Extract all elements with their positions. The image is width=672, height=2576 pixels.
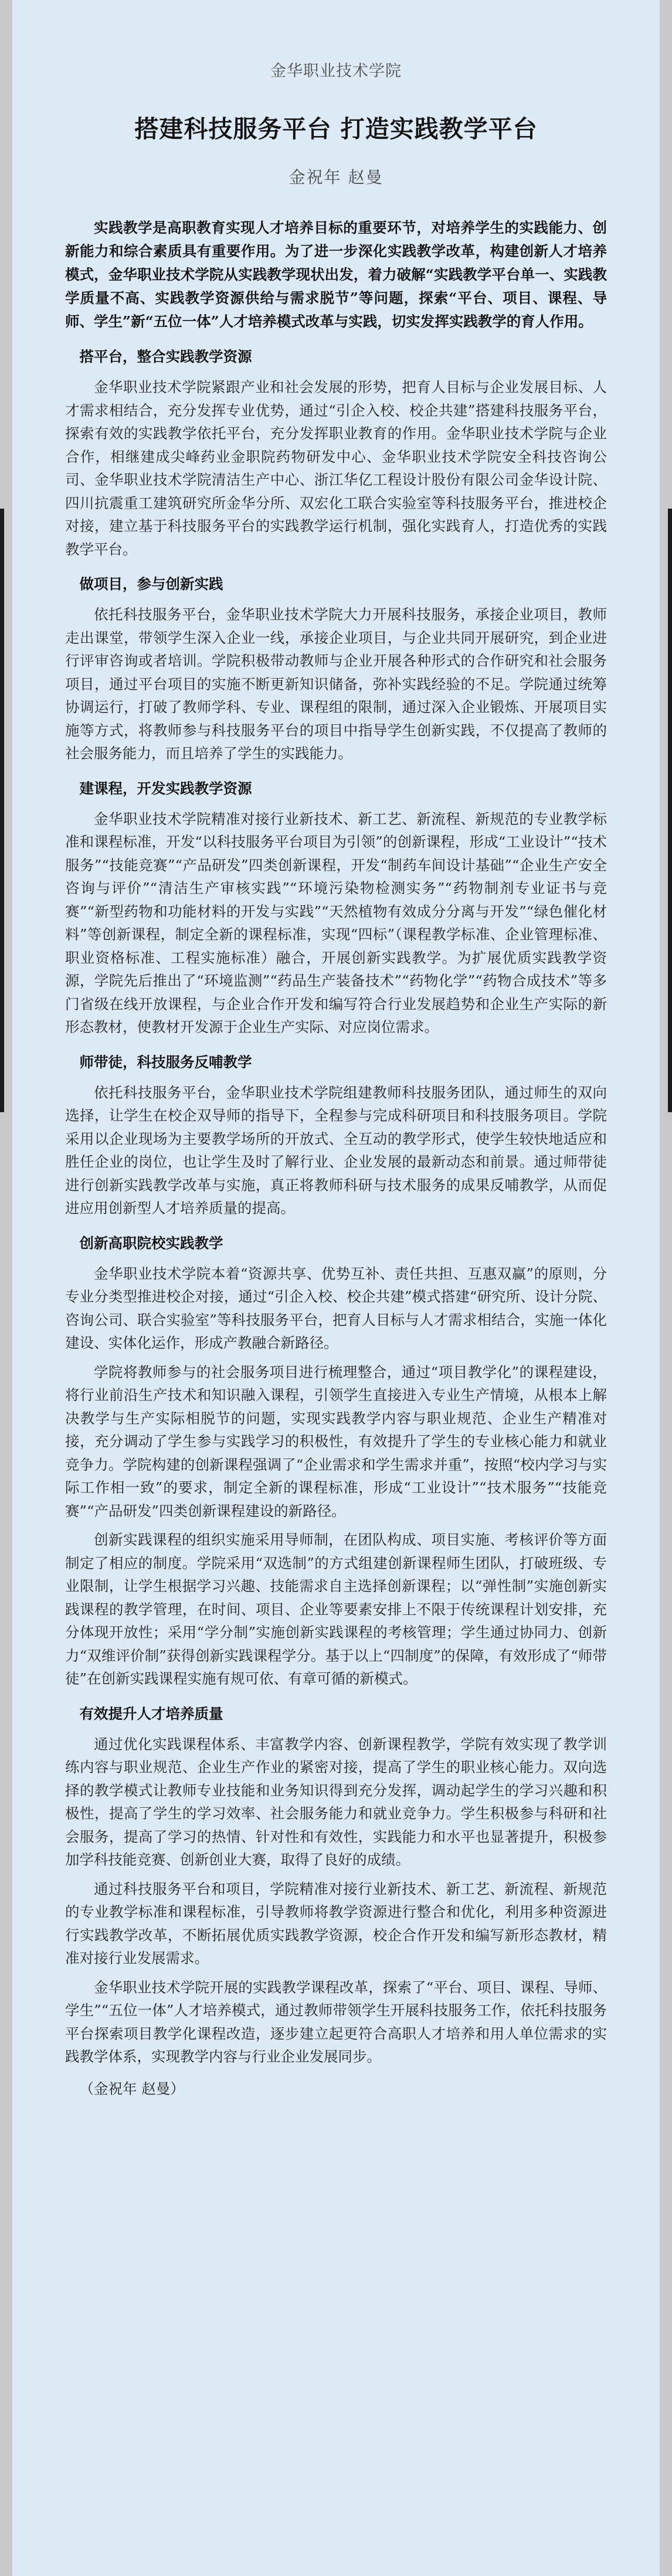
article-title: 搭建科技服务平台 打造实践教学平台 [134, 115, 538, 143]
section-heading: 做项目，参与创新实践 [79, 575, 223, 592]
section-paragraph: 通过科技服务平台和项目，学院精准对接行业新技术、新工艺、新流程、新规范的专业教学标准和课程标准，引导教师将教学资源进行整合和优化，利用多种资源进行实践教学改革，不断拓展优质实践教学资源，校企合作开发和编写新形态教材，精准对接行业发展需求。 [65, 1880, 607, 1967]
section-platform [65, 345, 607, 561]
section-quality [65, 1702, 607, 2069]
article-signature: （金祝年 赵曼） [79, 2080, 185, 2097]
section-paragraph: 金华职业技术学院开展的实践教学课程改革，探索了“平台、项目、课程、导师、学生”“五位一体”人才培养模式，通过教师带领学生开展科技服务工作，依托科技服务平台探索项目教学化课程改造，逐步建立起更符合高职人才培养和用人单位需求的实践教学体系，实现教学内容与行业企业发展同步。 [65, 1978, 607, 2065]
section-heading: 创新高职院校实践教学 [79, 1234, 223, 1252]
section-heading: 建课程，开发实践教学资源 [79, 779, 252, 797]
section-projects [65, 573, 607, 765]
article-page [12, 0, 660, 2576]
section-heading: 师带徒，科技服务反哺教学 [79, 1053, 252, 1071]
section-paragraph: 依托科技服务平台，金华职业技术学院大力开展科技服务，承接企业项目，教师走出课堂，带领学生深入企业一线，承接企业项目，与企业共同开展研究，到企业进行评审咨询或者培训。学院积极带动教师与企业开展各种形式的合作研究和社会服务项目，通过平台项目的实施不断更新知识储备，弥补实践经验的不足。学院通过统筹协调运行，打破了教师学科、专业、课程组的限制，通过深入企业锻炼、开展项目实施等方式，将教师参与科技服务平台的项目中指导学生创新实践，不仅提高了教师的社会服务能力，而且培养了学生的实践能力。 [65, 606, 607, 762]
section-innovation [65, 1232, 607, 1691]
lead-paragraph: 实践教学是高职教育实现人才培养目标的重要环节，对培养学生的实践能力、创新能力和综合素质具有重要作用。为了进一步深化实践教学改革，构建创新人才培养模式，金华职业技术学院从实践教学现状出发，着力破解“实践教学平台单一、实践教学质量不高、实践教学资源供给与需求脱节”等问题，探索“平台、项目、课程、导师、学生”新“五位一体”人才培养模式改革与实践，切实发挥实践教学的育人作用。 [65, 219, 607, 330]
section-paragraph: 金华职业技术学院本着“资源共享、优势互补、责任共担、互惠双赢”的原则，分专业分类型推进校企对接，通过“引企入校、校企共建”模式搭建“研究所、设计分院、咨询公司、联合实验室”等科技服务平台，把育人目标与人才需求相结合，实施一体化建设、实体化运作，形成产教融合新路径。 [65, 1265, 607, 1351]
school-header: 金华职业技术学院 [270, 62, 402, 80]
section-paragraph: 金华职业技术学院紧跟产业和社会发展的形势，把育人目标与企业发展目标、人才需求相结合，充分发挥专业优势，通过“引企入校、校企共建”搭建科技服务平台，探索有效的实践教学依托平台，充分发挥职业教育的作用。金华职业技术学院与企业合作，相继建成尖峰药业金职院药物研发中心、金华职业技术学院安全科技咨询公司、金华职业技术学院清洁生产中心、浙江华亿工程设计股份有限公司金华设计院、四川抗震重工建筑研究所金华分所、双宏化工联合实验室等科技服务平台，推进校企对接，建立基于科技服务平台的实践教学运行机制，强化实践育人，打造优秀的实践教学平台。 [65, 379, 607, 558]
section-heading: 搭平台，整合实践教学资源 [79, 348, 252, 365]
section-paragraph: 通过优化实践课程体系、丰富教学内容、创新课程教学，学院有效实现了教学训练内容与职业规范、企业生产作业的紧密对接，提高了学生的职业核心能力。双向选择的教学模式让教师专业技能和业务知识得到充分发挥，调动起学生的学习兴趣和积极性，提高了学生的学习效率、社会服务能力和就业竞争力。学生积极参与科研和社会服务，提高了学习的热情、针对性和有效性，实践能力和水平也显著提升，积极参加学科技能竞赛、创新创业大赛，取得了良好的成绩。 [65, 1735, 607, 1868]
right-scroll-marker [668, 509, 672, 1112]
section-courses [65, 777, 607, 1039]
section-paragraph: 学院将教师参与的社会服务项目进行梳理整合，通过“项目教学化”的课程建设，将行业前沿生产技术和知识融入课程，引领学生直接进入专业生产情境，从根本上解决教学与生产实际相脱节的问题，实现实践教学内容与职业规范、企业生产精准对接，充分调动了学生参与实践学习的积极性，有效提升了学生的专业核心能力和就业竞争力。学院构建的创新课程强调了“企业需求和学生需求并重”，按照“校内学习与实际工作相一致”的要求，制定全新的课程标准，形成“工业设计”“技术服务”“技能竞赛”“产品研发”四类创新课程建设的新路径。 [65, 1363, 607, 1519]
left-scroll-marker [0, 509, 4, 1112]
section-paragraph: 依托科技服务平台，金华职业技术学院组建教师科技服务团队，通过师生的双向选择，让学生在校企双导师的指导下，全程参与完成科研项目和科技服务项目。学院采用以企业现场为主要教学场所的开放式、全互动的教学形式，使学生较快地适应和胜任企业的岗位，也让学生及时了解行业、企业发展的最新动态和前景。通过师带徒进行创新实践教学改革与实施，真正将教师科研与技术服务的成果反哺教学，从而促进应用创新型人才培养质量的提高。 [65, 1083, 607, 1217]
section-mentorship [65, 1051, 607, 1220]
section-paragraph: 金华职业技术学院精准对接行业新技术、新工艺、新流程、新规范的专业教学标准和课程标准，开发“以科技服务平台项目为引领”的创新课程，形成“工业设计”“技术服务”“技能竞赛”“产品研发”四类创新课程，开发“制药车间设计基础”“企业生产安全咨询与评价”“清洁生产审核实践”“环境污染物检测实务”“药物制剂专业证书与竞赛”“新型药物和功能材料的开发与实践”“天然植物有效成分分离与开发”“绿色催化材料”等创新课程，制定全新的课程标准，实现“四标”（课程教学标准、企业管理标准、职业资格标准、工程实施标准）融合，开展创新实践教学。为扩展优质实践教学资源，学院先后推出了“环境监测”“药品生产装备技术”“药物化学”“药物合成技术”等多门省级在线开放课程，与企业合作开发和编写符合行业发展趋势和企业生产实际的新形态教材，使教材开发源于企业生产实际、对应岗位需求。 [65, 810, 607, 1035]
section-paragraph: 创新实践课程的组织实施采用导师制，在团队构成、项目实施、考核评价等方面制定了相应的制度。学院采用“双选制”的方式组建创新课程师生团队，打破班级、专业限制，让学生根据学习兴趣、技能需求自主选择创新课程；以“弹性制”实施创新实践课程的教学管理，在时间、项目、企业等要素安排上不限于传统课程计划安排，充分体现开放性；采用“学分制”实施创新实践课程的考核管理；学生通过协同力、创新力“双维评价制”获得创新实践课程学分。基于以上“四制度”的保障，有效形成了“师带徒”在创新实践课程实施有规可依、有章可循的新模式。 [65, 1531, 607, 1687]
article-byline: 金祝年 赵曼 [289, 168, 383, 187]
section-heading: 有效提升人才培养质量 [79, 1705, 223, 1722]
